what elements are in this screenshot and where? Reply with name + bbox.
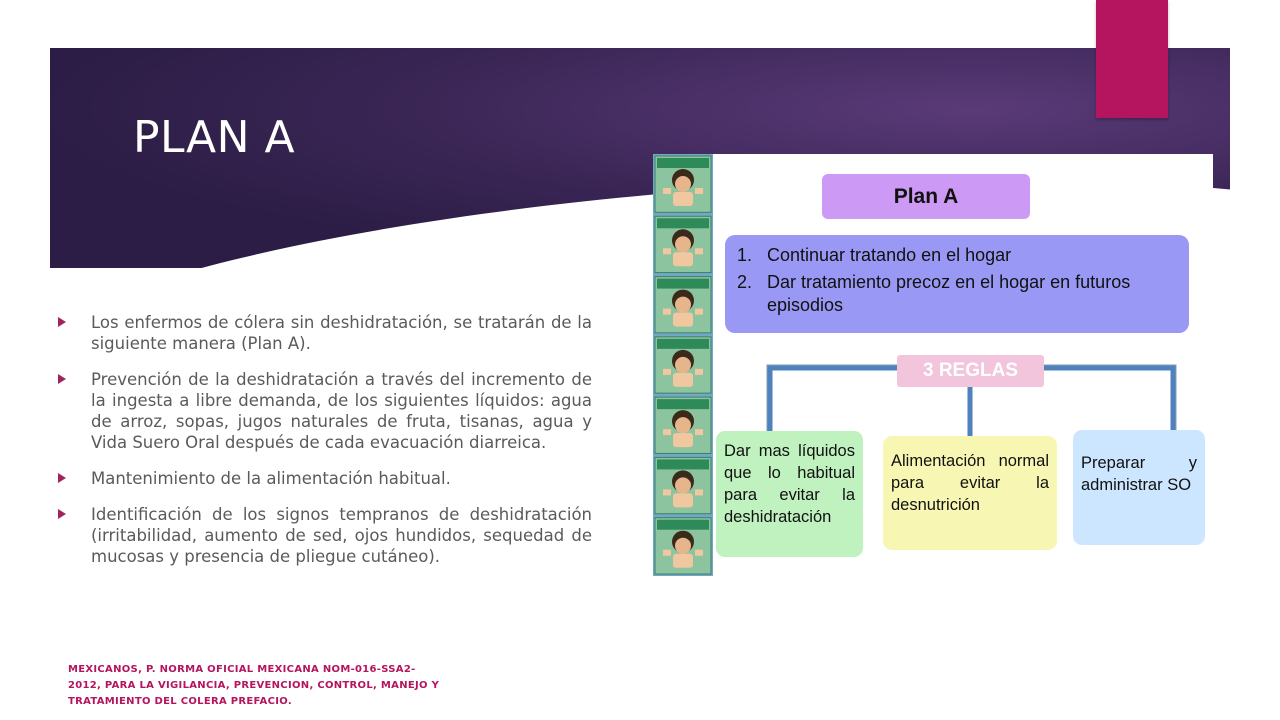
citation: MEXICANOS, P. NORMA OFICIAL MEXICANA NOM-016-SSA2-2012, PARA LA VIGILANCIA, PREVENCION, CONTROL, MANEJO Y TRATAMIENTO DEL COLERA PREFACIO. [68, 664, 440, 707]
triangle-arrow-icon [58, 473, 66, 483]
step-number: 2. [737, 272, 753, 292]
bullet-text: Prevención de la deshidratación a través del incremento de la ingesta a libre demanda, de los siguientes líquidos: agua de arroz, sopas, jugos naturales de fruta, tisanas, agua y Vida Suero Oral después de cada evacuación diarreica. [91, 370, 592, 452]
bullet-list [58, 312, 592, 582]
bullet-text: Los enfermos de cólera sin deshidratación, se tratarán de la siguiente manera (Plan A). [91, 313, 592, 353]
rule-feeding: Alimentación normal para evitar la desnutrición [883, 436, 1057, 550]
triangle-arrow-icon [58, 509, 66, 519]
slide-title: PLAN A [133, 112, 296, 163]
plan-a-heading: Plan A [822, 174, 1030, 219]
accent-tab [1096, 0, 1168, 118]
connector-right [1044, 368, 1173, 431]
triangle-arrow-icon [58, 374, 66, 384]
bullet-item [58, 468, 592, 489]
step-text: Continuar tratando en el hogar [767, 245, 1012, 265]
bullet-text: Identificación de los signos tempranos de deshidratación (irritabilidad, aumento de sed, ojos hundidos, sequedad de mucosas y presencia de pliegue cutáneo). [91, 505, 592, 566]
rule-prepare-so: Preparar y administrar SO [1073, 430, 1205, 545]
bullet-item [58, 369, 592, 453]
bullet-item [58, 312, 592, 354]
bullet-text: Mantenimiento de la alimentación habitual. [91, 469, 451, 488]
bullet-item [58, 504, 592, 567]
rule-fluids: Dar mas líquidos que lo habitual para evitar la deshidratación [716, 431, 863, 557]
triangle-arrow-icon [58, 317, 66, 327]
step-item [737, 271, 1179, 317]
connector-left [770, 368, 897, 432]
step-item [737, 244, 1179, 267]
plan-a-diagram [653, 154, 1213, 576]
three-rules-label: 3 REGLAS [897, 355, 1044, 387]
plan-a-steps [725, 235, 1189, 333]
step-number: 1. [737, 245, 753, 265]
step-text: Dar tratamiento precoz en el hogar en futuros episodios [767, 272, 1131, 315]
